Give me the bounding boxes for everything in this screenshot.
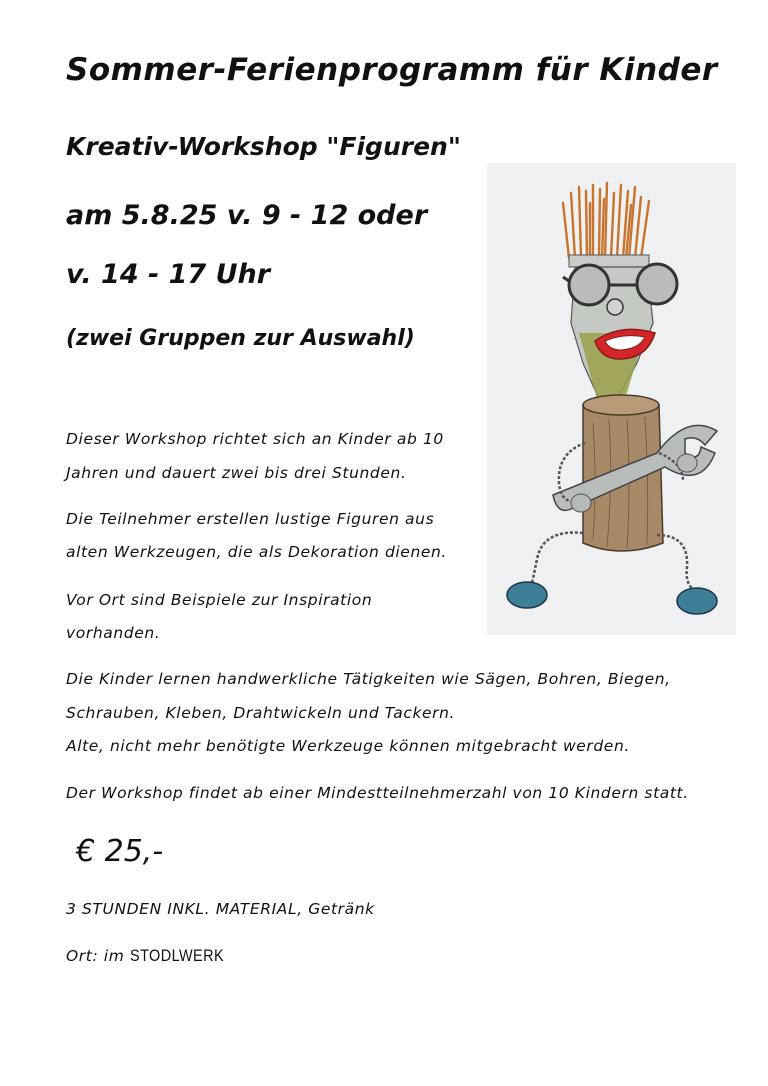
date-line-2: v. 14 - 17 Uhr [66,259,271,290]
figure-nose [607,299,623,315]
tool-figure-drawing-icon [487,163,736,635]
groups-note: (zwei Gruppen zur Auswahl) [66,326,415,351]
paragraph-3-line-1: Vor Ort sind Beispiele zur Inspiration [66,591,373,609]
figure-body-top [583,395,659,415]
paragraph-4-line-2: Schrauben, Kleben, Drahtwickeln und Tackern. [66,704,456,722]
figure-right-foot [677,588,717,614]
location-label: Ort: im [66,947,130,965]
paragraph-1-line-2: Jahren und dauert zwei bis drei Stunden. [66,464,407,482]
date-line-1: am 5.8.25 v. 9 - 12 oder [66,200,428,231]
workshop-subtitle: Kreativ-Workshop "Figuren" [66,132,461,161]
figure-left-hand [571,494,591,512]
figure-right-hand [677,454,697,472]
location-info [66,946,241,966]
paragraph-2-line-2: alten Werkzeugen, die als Dekoration dienen. [66,543,447,561]
venue-name: STODLWERK [129,946,224,965]
paragraph-2-line-1: Die Teilnehmer erstellen lustige Figuren aus [66,510,435,528]
paragraph-5: Der Workshop findet ab einer Mindestteilnehmerzahl von 10 Kindern statt. [66,784,689,802]
page-title: Sommer-Ferienprogramm für Kinder [66,52,718,88]
paragraph-1-line-1: Dieser Workshop richtet sich an Kinder ab 10 [66,430,444,448]
paragraph-3-line-2: vorhanden. [66,624,161,642]
paragraph-4-line-1: Die Kinder lernen handwerkliche Tätigkeiten wie Sägen, Bohren, Biegen, [66,670,671,688]
duration-info: 3 STUNDEN INKL. MATERIAL, Getränk [66,900,375,918]
paragraph-4-line-3: Alte, nicht mehr benötigte Werkzeuge können mitgebracht werden. [66,737,630,755]
figure-left-foot [507,582,547,608]
price: € 25,- [76,834,164,869]
